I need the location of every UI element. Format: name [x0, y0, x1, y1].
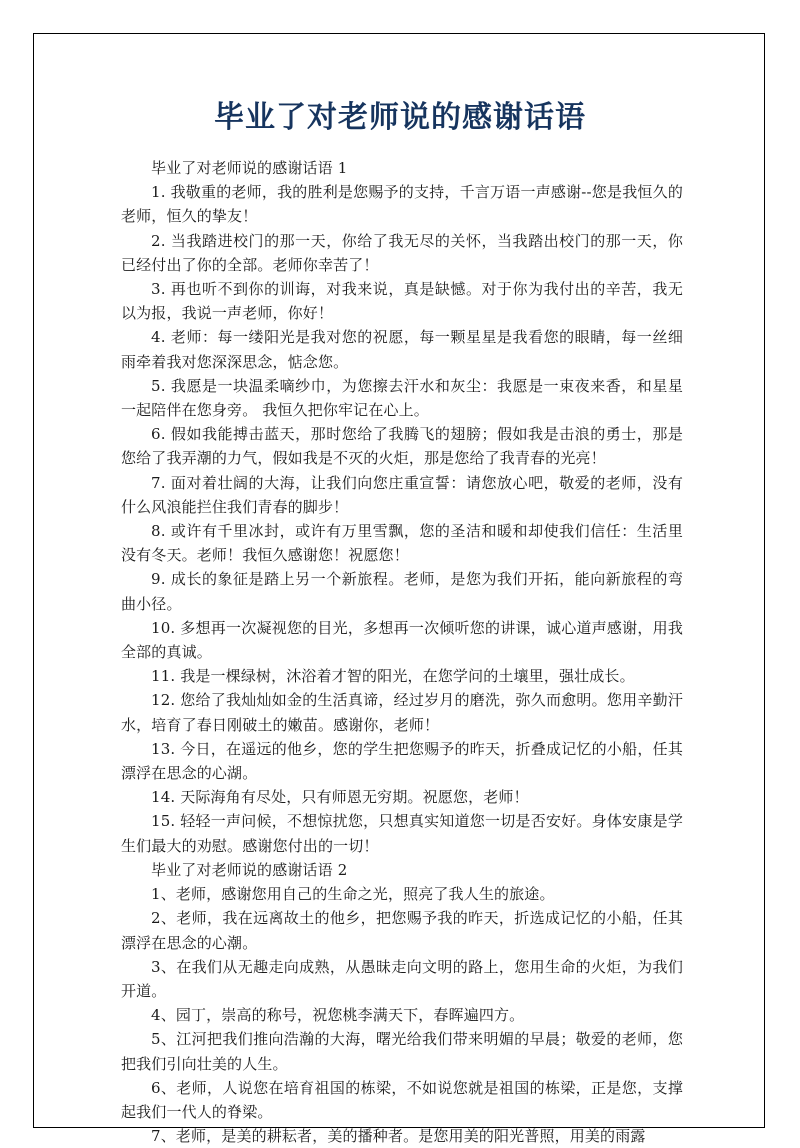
list-item: 5. 我愿是一块温柔嘀纱巾，为您擦去汗水和灰尘：我愿是一束夜来香，和星星一起陪伴在您身旁。 我恒久把你牢记在心上。 [121, 376, 683, 420]
document-body [121, 156, 683, 1148]
list-item: 10. 多想再一次凝视您的目光，多想再一次倾听您的讲课，诚心道声感谢，用我全部的真诚。 [121, 618, 683, 662]
list-item: 4、园丁，崇高的称号，祝您桃李满天下，春晖遍四方。 [151, 1006, 525, 1025]
list-item: 15. 轻轻一声问候，不想惊扰您，只想真实知道您一切是否安好。身体安康是学生们最大的劝慰。感谢您付出的一切！ [121, 812, 683, 855]
list-item: 7、老师，是美的耕耘者，美的播种者。是您用美的阳光普照，用美的雨露 [151, 1127, 646, 1146]
list-item: 9. 成长的象征是踏上另一个新旅程。老师，是您为我们开拓，能向新旅程的弯曲小径。 [121, 570, 683, 613]
list-item: 12. 您给了我灿灿如金的生活真谛，经过岁月的磨洗，弥久而愈明。您用辛勤汗水，培育了春日刚破土的嫩苗。感谢你，老师！ [121, 691, 683, 734]
list-item: 14. 天际海角有尽处，只有师恩无穷期。祝愿您，老师！ [151, 788, 529, 807]
list-item: 1. 我敬重的老师，我的胜利是您赐予的支持，千言万语一声感谢--您是我恒久的老师，恒久的挚友！ [121, 183, 683, 226]
list-item: 7. 面对着壮阔的大海，让我们向您庄重宣誓：请您放心吧，敬爱的老师，没有什么风浪能拦住我们青春的脚步！ [121, 473, 683, 516]
list-item: 11. 我是一棵绿树，沐浴着才智的阳光，在您学问的土壤里，强壮成长。 [151, 667, 635, 686]
list-item: 3、在我们从无趣走向成熟，从愚昧走向文明的路上，您用生命的火炬，为我们开道。 [121, 957, 683, 1000]
list-item: 13. 今日，在遥远的他乡，您的学生把您赐予的昨天，折叠成记忆的小船，任其漂浮在思念的心湖。 [121, 739, 683, 783]
list-item: 2、老师，我在远离故土的他乡，把您赐予我的昨天，折选成记忆的小船，任其漂浮在思念的心潮。 [121, 909, 683, 952]
list-item: 8. 或许有千里冰封，或许有万里雪飘，您的圣洁和暖和却使我们信任：生活里没有冬天。老师！我恒久感谢您！祝愿您！ [121, 522, 683, 565]
list-item: 5、江河把我们推向浩瀚的大海，曙光给我们带来明媚的早晨；敬爱的老师，您把我们引向壮美的人生。 [121, 1030, 683, 1073]
list-item: 2. 当我踏进校门的那一天，你给了我无尽的关怀，当我踏出校门的那一天，你已经付出了你的全部。老师你幸苦了！ [121, 231, 683, 274]
list-item: 4. 老师：每一缕阳光是我对您的祝愿，每一颗星星是我看您的眼睛，每一丝细雨牵着我对您深深思念，惦念您。 [121, 328, 683, 371]
list-item: 3. 再也听不到你的训诲，对我来说，真是缺憾。对于你为我付出的辛苦，我无以为报，我说一声老师，你好！ [121, 280, 683, 323]
list-item: 6. 假如我能搏击蓝天，那时您给了我腾飞的翅膀；假如我是击浪的勇士，那是您给了我弄潮的力气，假如我是不灭的火炬，那是您给了我青春的光亮！ [121, 425, 683, 468]
list-item: 6、老师，人说您在培育祖国的栋梁，不如说您就是祖国的栋梁，正是您，支撑起我们一代人的脊梁。 [121, 1078, 683, 1121]
list-item: 1、老师，感谢您用自己的生命之光，照亮了我人生的旅途。 [151, 885, 555, 904]
document-title: 毕业了对老师说的感谢话语 [214, 100, 586, 135]
section-heading: 毕业了对老师说的感谢话语 1 [151, 159, 348, 177]
section-heading: 毕业了对老师说的感谢话语 2 [151, 860, 348, 879]
